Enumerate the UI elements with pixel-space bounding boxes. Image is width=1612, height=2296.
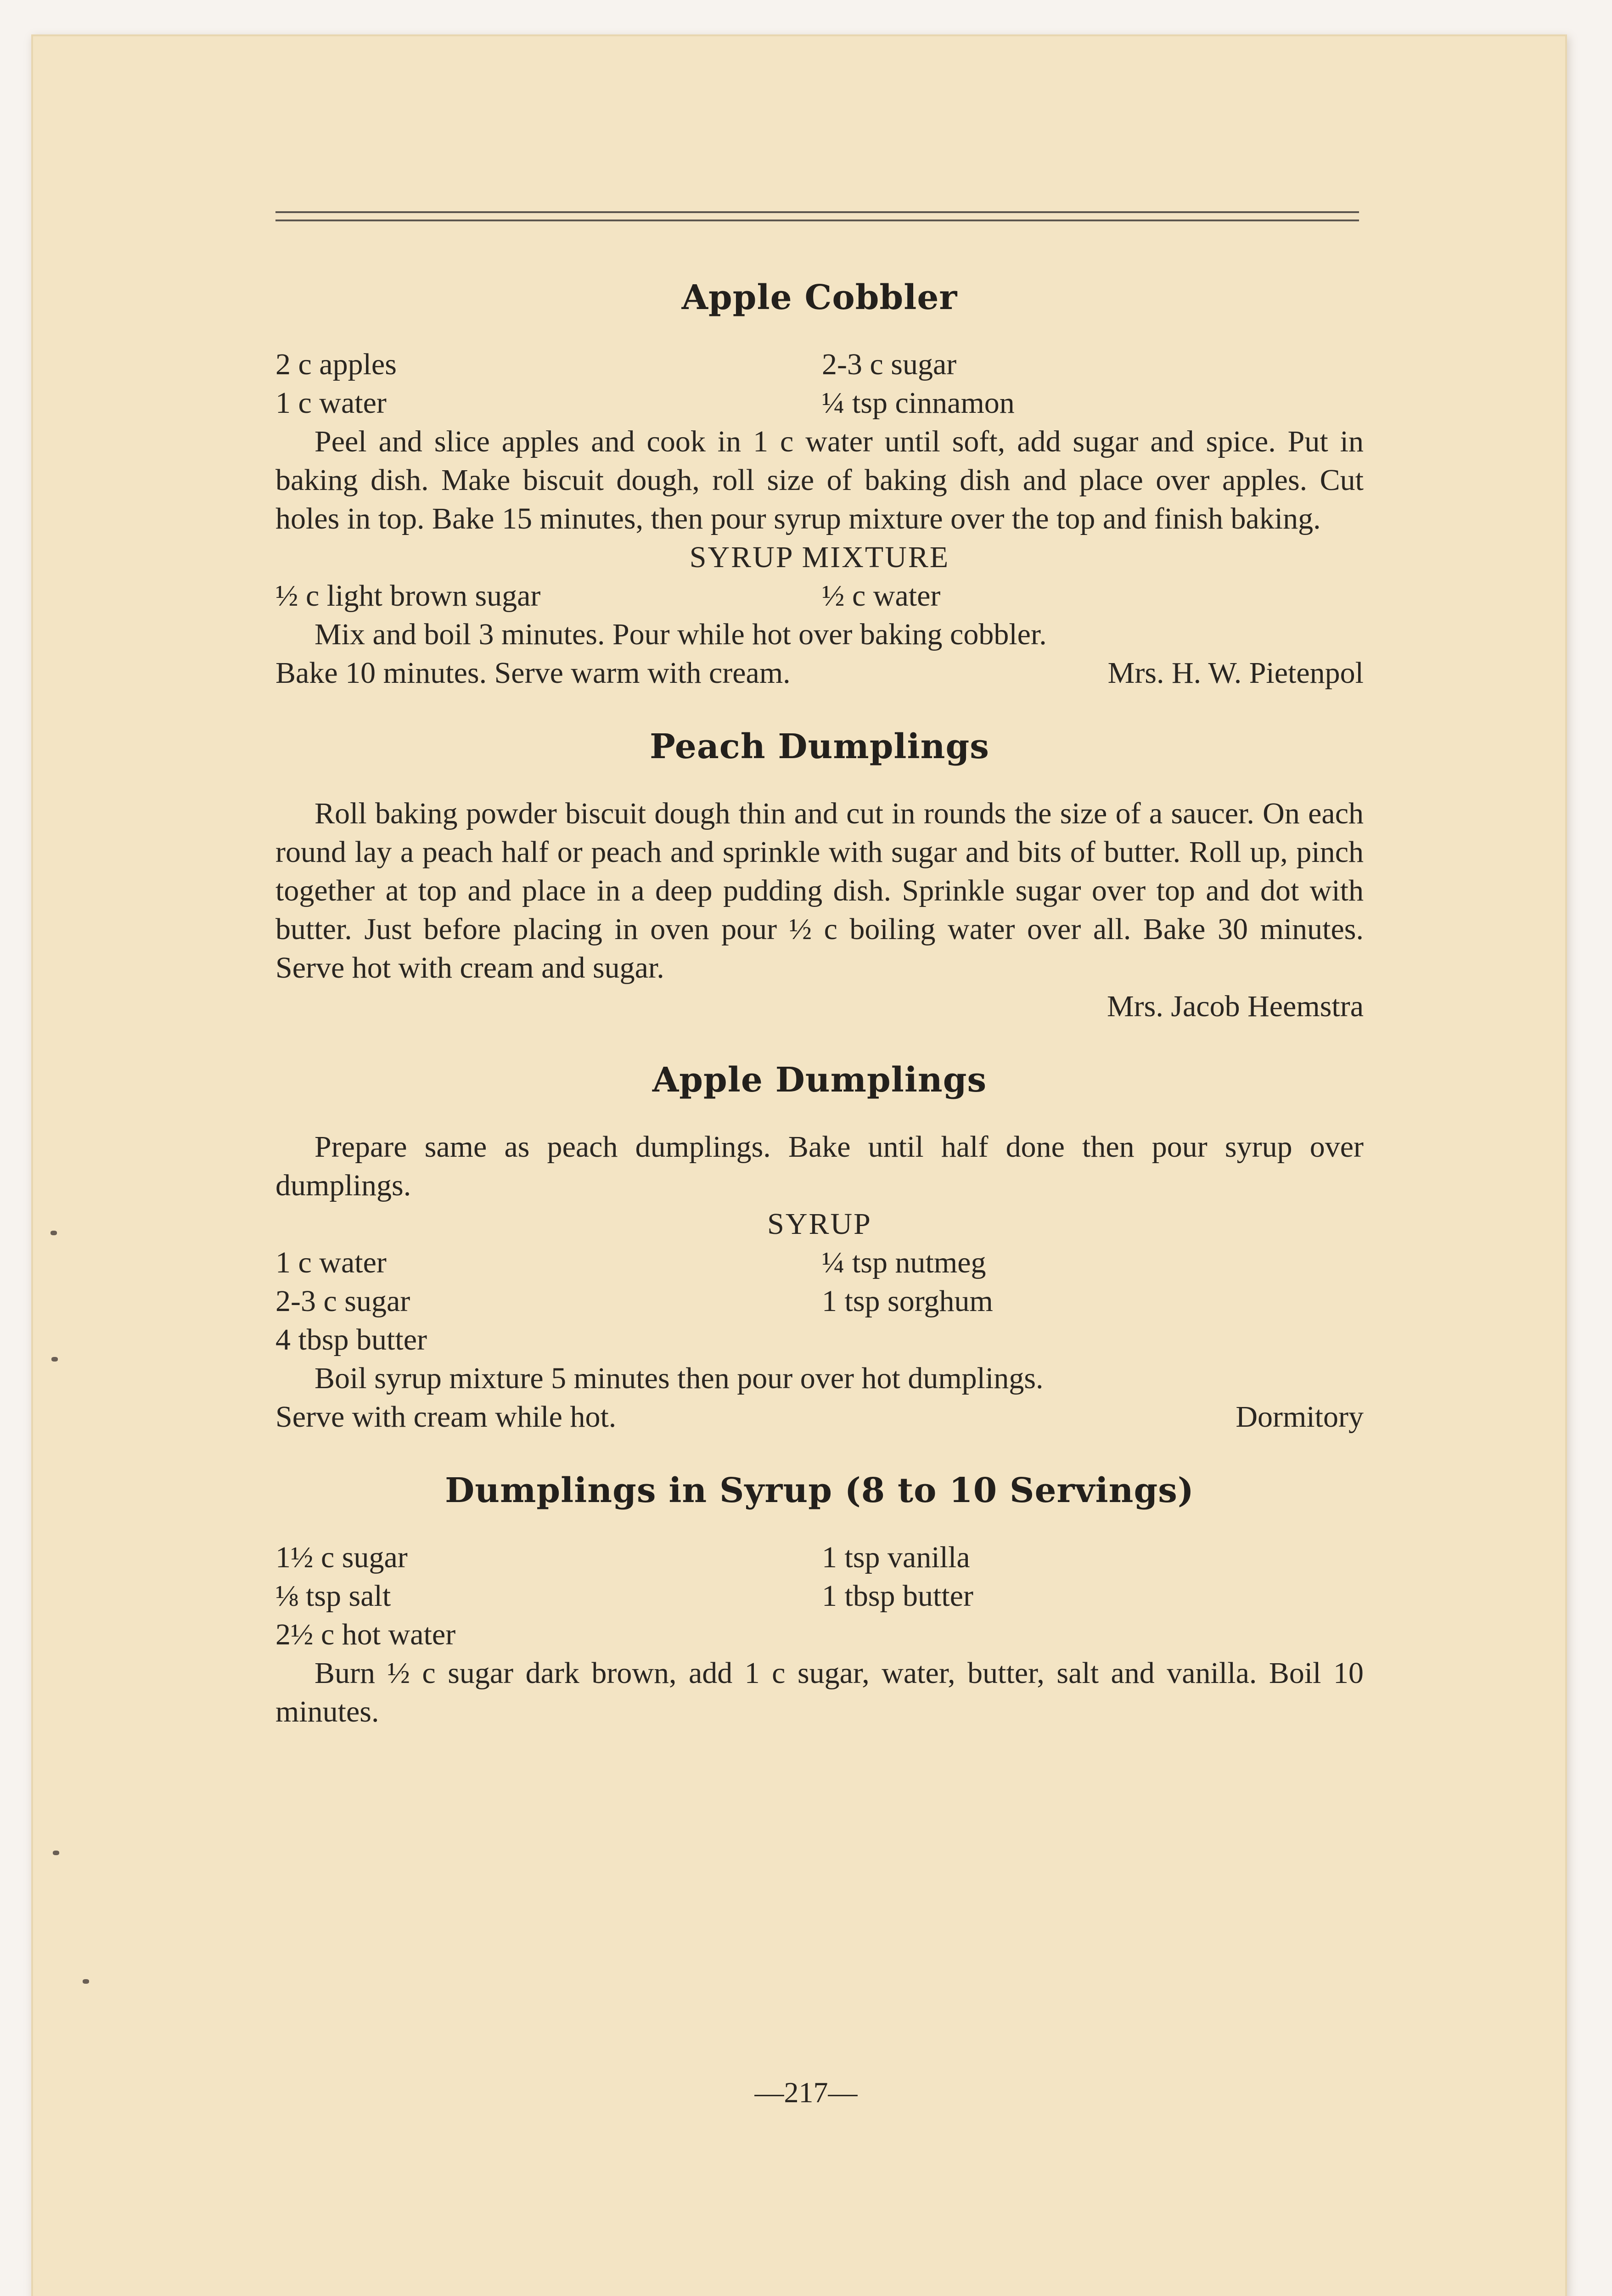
- directions-with-contributor: [275, 1398, 1364, 1436]
- recipe-title: Apple Cobbler: [681, 278, 958, 317]
- recipe-title: Peach Dumplings: [650, 727, 989, 766]
- ingredient: ¼ tsp cinnamon: [822, 386, 1015, 420]
- ingredient: 2 c apples: [275, 348, 397, 381]
- ingredient: 1 tsp vanilla: [822, 1541, 970, 1574]
- recipe-directions: Roll baking powder biscuit dough thin and cut in rounds the size of a saucer. On each round lay a peach half or peach and sprinkle with sugar and bits of butter. Roll up, pinch together at top and place in a deep pudding dish. Sprinkle sugar over top and dot with butter. Just before placing in oven pour ½ c boiling water over all. Bake 30 minutes. Serve hot with cream and sugar.: [275, 797, 1364, 985]
- sub-heading: SYRUP: [767, 1207, 872, 1241]
- top-double-rule: [275, 211, 1359, 221]
- ingredient: 1 c water: [275, 1246, 387, 1279]
- ingredient: 4 tbsp butter: [275, 1323, 427, 1356]
- ingredient: [822, 1615, 1364, 1654]
- ingredient: 1 c water: [275, 386, 387, 420]
- ingredient-list: [275, 577, 1364, 615]
- ingredient: ½ c water: [822, 579, 941, 613]
- recipe-peach-dumplings: [275, 725, 1364, 1026]
- paper-speck: [53, 1851, 59, 1855]
- paper-speck: [83, 1979, 89, 1984]
- ingredient: 1½ c sugar: [275, 1541, 408, 1574]
- ingredient: 2-3 c sugar: [822, 348, 957, 381]
- recipe-directions: Boil syrup mixture 5 minutes then pour over hot dumplings.: [315, 1362, 1044, 1395]
- directions-with-contributor: [275, 654, 1364, 692]
- recipe-directions: Burn ½ c sugar dark brown, add 1 c sugar, water, butter, salt and vanilla. Boil 10 minutes.: [275, 1656, 1364, 1728]
- ingredient: 1 tsp sorghum: [822, 1284, 993, 1318]
- contributor: Dormitory: [1236, 1400, 1364, 1434]
- ingredient-list: [275, 1538, 1364, 1654]
- recipe-directions: Bake 10 minutes. Serve warm with cream.: [275, 656, 791, 690]
- recipe-apple-cobbler: [275, 276, 1364, 692]
- recipe-page: [275, 276, 1364, 1731]
- recipe-apple-dumplings: [275, 1058, 1364, 1436]
- recipe-title: Dumplings in Syrup (8 to 10 Servings): [445, 1471, 1194, 1510]
- recipe-title: Apple Dumplings: [652, 1060, 987, 1100]
- ingredient: 1 tbsp butter: [822, 1579, 973, 1613]
- ingredient: ¼ tsp nutmeg: [822, 1246, 986, 1279]
- paper-speck: [51, 1357, 58, 1362]
- contributor: Mrs. H. W. Pietenpol: [1107, 656, 1364, 690]
- ingredient: [822, 1321, 1364, 1359]
- ingredient-list: [275, 1244, 1364, 1359]
- recipe-directions: Prepare same as peach dumplings. Bake until half done then pour syrup over dumplings.: [275, 1130, 1364, 1202]
- sub-heading: SYRUP MIXTURE: [689, 540, 950, 574]
- recipe-directions: Mix and boil 3 minutes. Pour while hot over baking cobbler.: [315, 618, 1047, 651]
- ingredient: 2-3 c sugar: [275, 1284, 410, 1318]
- ingredient: 2½ c hot water: [275, 1618, 456, 1651]
- recipe-directions: Serve with cream while hot.: [275, 1400, 617, 1434]
- ingredient-list: [275, 345, 1364, 422]
- paper-speck: [51, 1231, 57, 1235]
- recipe-dumplings-in-syrup: [275, 1469, 1364, 1731]
- ingredient: ½ c light brown sugar: [275, 579, 541, 613]
- contributor: Mrs. Jacob Heemstra: [1106, 990, 1364, 1023]
- ingredient: ⅛ tsp salt: [275, 1579, 391, 1613]
- page-number: —217—: [754, 2076, 858, 2109]
- recipe-directions: Peel and slice apples and cook in 1 c water until soft, add sugar and spice. Put in baking dish. Make biscuit dough, roll size of baking dish and place over apples. Cut holes in top. Bake 15 minutes, then pour syrup mixture over the top and finish baking.: [275, 425, 1364, 535]
